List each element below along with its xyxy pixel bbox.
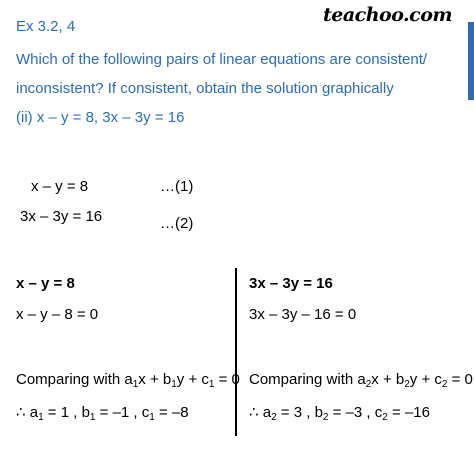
right-heading: 3x – 3y = 16	[249, 275, 333, 292]
left-comparing: Comparing with $a_1x + b_1y + c_1 = 0$	[16, 371, 240, 390]
equation-2-ref: …(2)	[160, 215, 194, 232]
question-line-2: inconsistent? If consistent, obtain the solution graphically	[16, 80, 394, 97]
column-divider	[235, 268, 237, 436]
equation-1-ref: …(1)	[160, 178, 194, 195]
left-heading: x – y = 8	[16, 275, 75, 292]
right-coefficients: ∴ $a_2 = 3$ , $b_2 = -3$ , $c_2 = -16$	[249, 404, 430, 423]
question-line-1: Which of the following pairs of linear equations are consistent/	[16, 51, 428, 68]
teachoo-logo: teachoo.com	[322, 4, 452, 26]
equation-1: x – y = 8	[31, 178, 89, 195]
equation-2: 3x – 3y = 16	[20, 208, 103, 225]
left-coefficients: ∴ $a_1 = 1$ , $b_1 = -1$ , $c_1 = -8$	[16, 404, 189, 423]
right-comparing: Comparing with $a_2x + b_2y + c_2 = 0$	[249, 371, 473, 390]
question-line-3: (ii) x – y = 8, 3x – 3y = 16	[16, 109, 185, 126]
accent-bar	[468, 22, 474, 100]
right-standard-form: 3x – 3y – 16 = 0	[249, 306, 357, 323]
left-standard-form: x – y – 8 = 0	[16, 306, 99, 323]
exercise-number: Ex 3.2, 4	[16, 18, 76, 35]
